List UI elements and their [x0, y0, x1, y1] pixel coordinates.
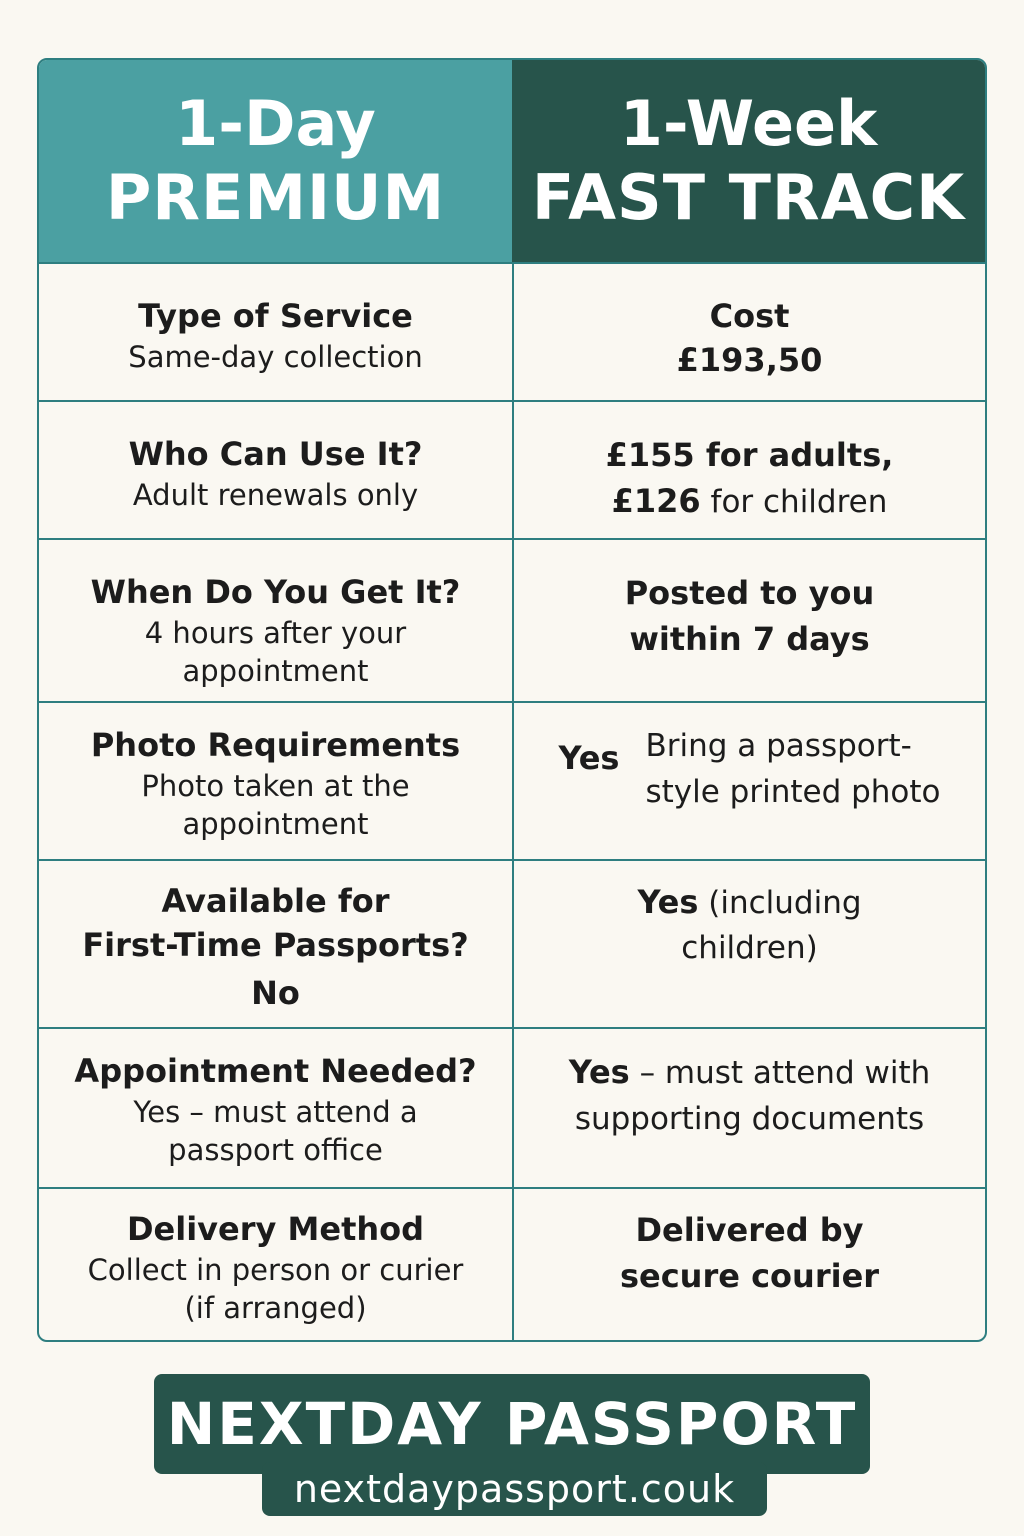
row-who-can-use-it [39, 400, 985, 538]
cell-right: £155 for adults, £126 for children [512, 402, 985, 538]
cell-right: Yes (including children) [512, 861, 985, 1027]
cell-right: Cost £193,50 [512, 264, 985, 400]
cell-left: Photo Requirements Photo taken at the appointment [90, 726, 461, 841]
row-delivery-method [39, 1187, 985, 1342]
row-first-time-passports [39, 859, 985, 1027]
cell-left: Available for First-Time Passports? No [82, 882, 469, 1012]
row-when-do-you-get-it [39, 538, 985, 701]
cell-right: Posted to you within 7 days [512, 540, 985, 701]
cell-left: Appointment Needed? Yes – must attend a passport office [74, 1052, 477, 1167]
cell-left: When Do You Get It? 4 hours after your appointment [90, 573, 461, 688]
comparison-table [37, 58, 987, 1342]
row-appointment-needed [39, 1027, 985, 1187]
brand-name-banner: NEXTDAY PASSPORT [154, 1374, 870, 1474]
cell-right: Delivered by secure courier [512, 1189, 985, 1342]
brand-url: nextdaypassport.couk [262, 1462, 767, 1516]
cell-left: Type of Service Same-day collection [128, 297, 423, 374]
cell-right: Yes Bring a passport- style printed photo [512, 703, 985, 859]
table-header [39, 60, 985, 262]
cell-right: Yes – must attend with supporting documents [512, 1029, 985, 1187]
row-type-of-service [39, 262, 985, 400]
cell-left: Delivery Method Collect in person or curier (if arranged) [87, 1210, 464, 1325]
header-1-week-fast-track: 1-Week FAST TRACK [512, 60, 985, 262]
header-1-day-premium: 1-Day PREMIUM [39, 60, 512, 262]
cell-left: Who Can Use It? Adult renewals only [128, 435, 423, 512]
row-photo-requirements [39, 701, 985, 859]
